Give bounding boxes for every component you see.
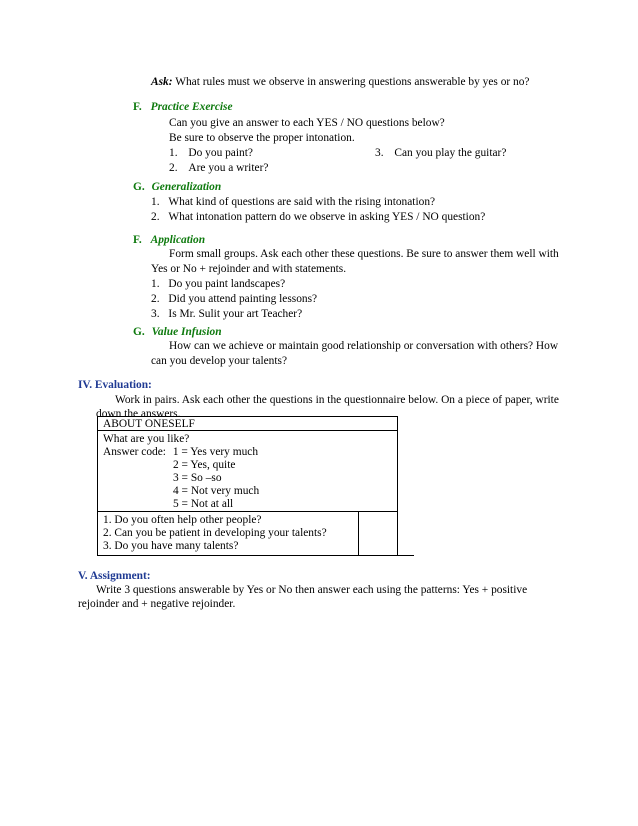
practice-item-num: 3. bbox=[375, 147, 384, 159]
value-letter: G. bbox=[133, 326, 145, 338]
application-item-text: Do you paint landscapes? bbox=[168, 278, 286, 290]
questionnaire-item-1: 1. Do you often help other people? bbox=[103, 514, 262, 526]
application-item-1 bbox=[151, 277, 285, 291]
evaluation-heading: IV. Evaluation: bbox=[78, 379, 152, 391]
practice-item-text: Do you paint? bbox=[188, 147, 253, 159]
assignment-heading: V. Assignment: bbox=[78, 570, 151, 582]
questionnaire-title: ABOUT ONESELF bbox=[103, 418, 195, 430]
generalization-heading bbox=[133, 180, 221, 194]
application-item-text: Is Mr. Sulit your art Teacher? bbox=[168, 308, 303, 320]
answer-code-4: 4 = Not very much bbox=[173, 485, 260, 497]
generalization-item-1 bbox=[151, 195, 435, 209]
generalization-item-text: What intonation pattern do we observe in asking YES / NO question? bbox=[168, 211, 486, 223]
practice-item-num: 1. bbox=[169, 147, 178, 159]
practice-intro1: Can you give an answer to each YES / NO questions below? bbox=[169, 117, 445, 129]
practice-intro2: Be sure to observe the proper intonation. bbox=[169, 132, 355, 144]
practice-item-num: 2. bbox=[169, 162, 178, 174]
application-item-3 bbox=[151, 307, 302, 321]
value-line2: can you develop your talents? bbox=[151, 355, 288, 367]
application-item-num: 3. bbox=[151, 308, 160, 320]
practice-heading bbox=[133, 100, 233, 114]
evaluation-line1: Work in pairs. Ask each other the questions in the questionnaire below. On a piece of paper, write bbox=[115, 394, 559, 406]
table-column-divider bbox=[358, 511, 359, 556]
questionnaire-question: What are you like? bbox=[103, 433, 190, 445]
generalization-title: Generalization bbox=[151, 181, 222, 193]
answer-code-2: 2 = Yes, quite bbox=[173, 459, 236, 471]
practice-item-text: Are you a writer? bbox=[188, 162, 269, 174]
practice-letter: F. bbox=[133, 101, 142, 113]
application-item-text: Did you attend painting lessons? bbox=[168, 293, 318, 305]
questionnaire-item-3: 3. Do you have many talents? bbox=[103, 540, 239, 552]
answer-code-1: 1 = Yes very much bbox=[172, 446, 259, 458]
application-title: Application bbox=[150, 234, 206, 246]
assignment-line1: Write 3 questions answerable by Yes or No then answer each using the patterns: Yes + positive bbox=[96, 584, 528, 596]
answer-code-5: 5 = Not at all bbox=[173, 498, 234, 510]
value-line1: How can we achieve or maintain good relationship or conversation with others? How bbox=[169, 340, 559, 352]
application-item-num: 2. bbox=[151, 293, 160, 305]
ask-text: What rules must we observe in answering questions answerable by yes or no? bbox=[175, 76, 530, 88]
practice-item-text: Can you play the guitar? bbox=[394, 147, 507, 159]
generalization-item-text: What kind of questions are said with the rising intonation? bbox=[168, 196, 436, 208]
generalization-item-num: 1. bbox=[151, 196, 160, 208]
application-intro-line2: Yes or No + rejoinder and with statements. bbox=[151, 263, 347, 275]
answer-code-row bbox=[103, 445, 258, 459]
table-row-divider bbox=[97, 511, 398, 512]
ask-line bbox=[151, 75, 529, 89]
generalization-letter: G. bbox=[133, 181, 145, 193]
generalization-item-num: 2. bbox=[151, 211, 160, 223]
application-heading bbox=[133, 233, 205, 247]
practice-item-1 bbox=[169, 146, 253, 160]
table-bottom-extension bbox=[398, 555, 414, 556]
evaluation-line2: down the answers. bbox=[96, 408, 181, 420]
practice-item-2 bbox=[169, 161, 268, 175]
answer-code-3: 3 = So –so bbox=[173, 472, 222, 484]
answer-code-label: Answer code: bbox=[103, 446, 166, 458]
application-item-2 bbox=[151, 292, 317, 306]
ask-label: Ask: bbox=[151, 76, 173, 88]
value-title: Value Infusion bbox=[151, 326, 222, 338]
questionnaire-item-2: 2. Can you be patient in developing your talents? bbox=[103, 527, 327, 539]
application-item-num: 1. bbox=[151, 278, 160, 290]
practice-item-3 bbox=[375, 146, 506, 160]
application-intro-line1: Form small groups. Ask each other these questions. Be sure to answer them well with bbox=[169, 248, 559, 260]
value-heading bbox=[133, 325, 222, 339]
application-letter: F. bbox=[133, 234, 142, 246]
assignment-line2: rejoinder and + negative rejoinder. bbox=[78, 598, 236, 610]
practice-title: Practice Exercise bbox=[150, 101, 233, 113]
generalization-item-2 bbox=[151, 210, 485, 224]
